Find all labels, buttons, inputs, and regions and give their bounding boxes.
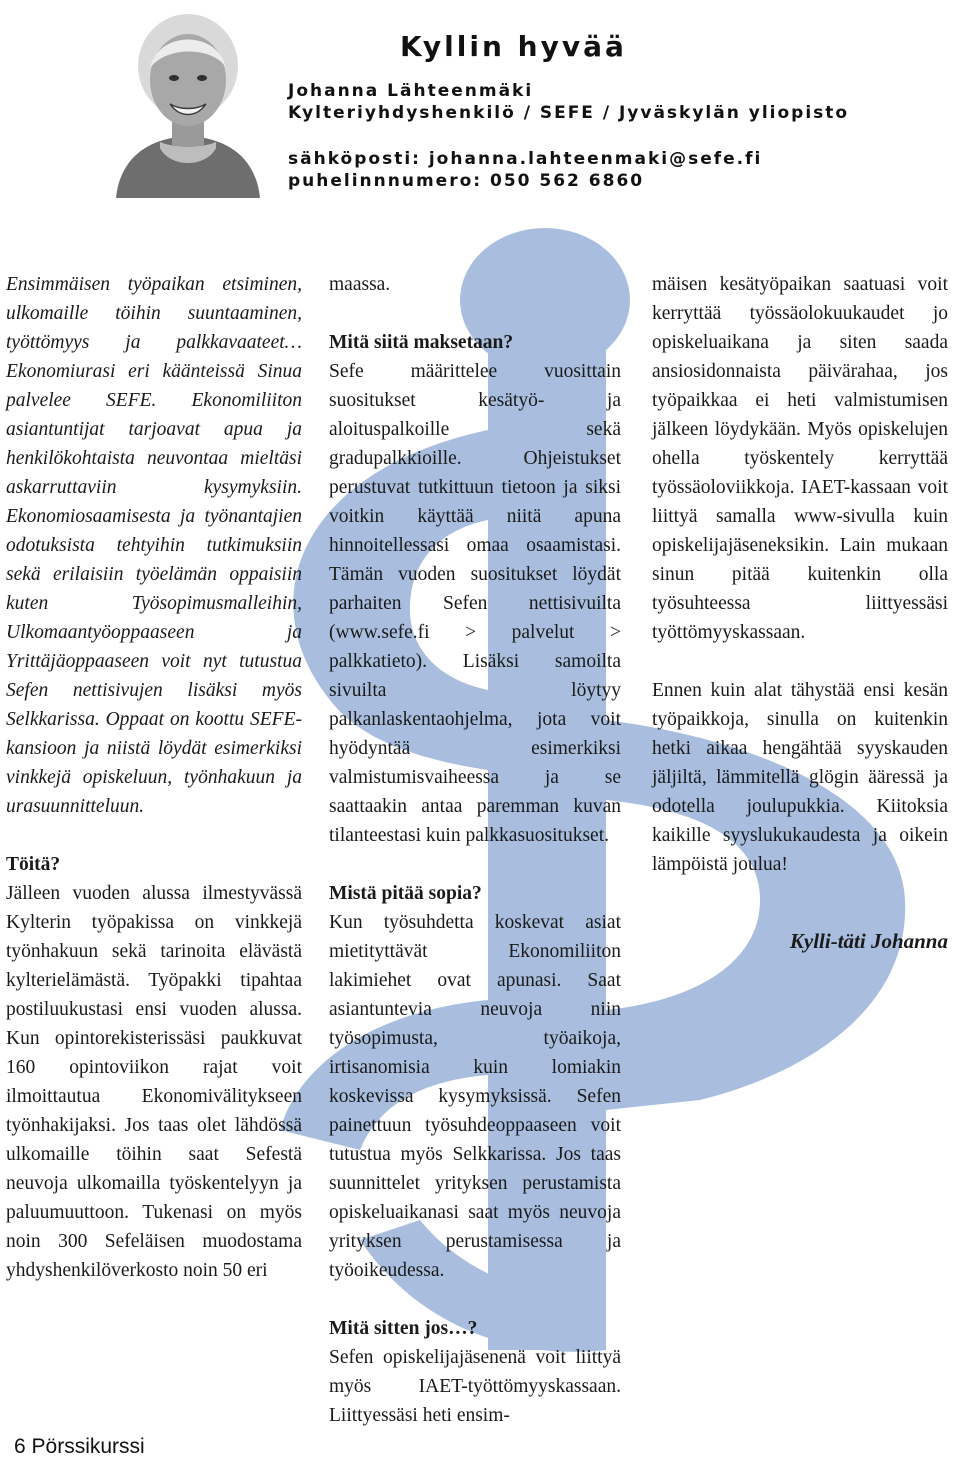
signature: Kylli-täti Johanna (789, 929, 948, 953)
intro-paragraph: Ensimmäisen työpaikan etsiminen, ulkomaille töihin suuntaaminen, työttömyys ja palkkavaateet… Ekonomiurasi eri käänteissä Sinua palvelee SEFE. Ekonomiliiton asiantuntijat tarjoavat apua ja henkilökohtaista neuvontaa mieltäsi askarruttaviin kysymyksiin. Ekonomiosaamisesta ja työnantajien odotuksista tehtyihin tutkimuksiin sekä erilaisiin työelämän oppaisiin kuten Työsopimusmalleihin, Ulkomaantyöoppaaseen ja Yrittäjäoppaaseen voit nyt tutustua Sefen nettisivujen lisäksi myös Selkkarissa. Oppaat on koottu SEFE-kansioon ja niistä löydät esimerkiksi vinkkejä opiskeluun, työnhakuun ja urasuunnitteluun. (6, 274, 302, 817)
section-heading-maksetaan: Mitä siitä maksetaan? (329, 332, 514, 353)
section-heading-sopia: Mistä pitää sopia? (329, 883, 482, 904)
section-heading-sitten-jos: Mitä sitten jos…? (329, 1318, 478, 1339)
author-phone: puhelinnnumero: 050 562 6860 (288, 171, 645, 191)
section-heading-toita: Töitä? (6, 854, 61, 875)
page-title: Kyllin hyvää (400, 30, 627, 63)
author-photo (108, 8, 268, 198)
paragraph-toita: Jälleen vuoden alussa ilmestyvässä Kylterin työpakissa on vinkkejä työnhakuun sekä tarinoita elävästä kylterielämästä. Työpakki tipahtaa postiluukustasi ensi vuoden alussa. Kun opintorekisterissäsi paukkuvat 160 opintoviikon rajat voit ilmoittautua Ekonomivälitykseen työnhakijaksi. Jos taas olet lähdössä ulkomaille töihin saat Sefestä neuvoja ulkomailla työskentelyyn ja paluumuuttoon. Tukenasi on myös noin 300 Sefeläisen muodostama yhdyshenkilöverkosto noin 50 eri (6, 883, 302, 1281)
article-header (288, 28, 948, 192)
author-role: Kylteriyhdyshenkilö / SEFE / Jyväskylän yliopisto (288, 103, 850, 123)
page-footer: 6 Pörssikurssi (14, 1435, 145, 1458)
paragraph-closing: Ennen kuin alat tähystää ensi kesän työpaikkoja, sinulla on kuitenkin hetki aikaa hengähtää syyskauden jäljiltä, lämmitellä glögin ääressä ja odotella joulupukkia. Kiitoksia kaikille syyslukukaudesta ja oikein lämpöistä joulua! (652, 680, 948, 875)
paragraph-kassa: mäisen kesätyöpaikan saatuasi voit kerryttää työssäolokuukaudet jo opiskeluaikana ja siten saada ansiosidonnaista päivärahaa, jos työpaikkaa ei heti valmistumisen jälkeen löydykään. Myös opiskelujen ohella työskentely kerryttää työssäoloviikkoja. IAET-kassaan voit liittyä samalla www-sivulla kuin opiskelijajäseneksikin. Lain mukaan sinun pitää kuitenkin olla työsuhteessa liittyessäsi työttömyyskassaan. (652, 274, 948, 643)
column-left (6, 270, 302, 1285)
author-email: sähköposti: johanna.lahteenmaki@sefe.fi (288, 149, 763, 169)
paragraph-sitten-jos: Sefen opiskelijajäsenenä voit liittyä myös IAET-työttömyyskassaan. Liittyessäsi heti ensim- (329, 1347, 621, 1426)
column-middle (329, 270, 621, 1430)
column-right (652, 270, 948, 956)
author-name: Johanna Lähteenmäki (288, 81, 534, 101)
paragraph-continued: maassa. (329, 274, 391, 295)
paragraph-maksetaan: Sefe määrittelee vuosittain suositukset kesätyö- ja aloituspalkoille sekä gradupalkkioille. Ohjeistukset perustuvat tutkittuun tietoon ja siksi voitkin käyttää niitä apuna hinnoitellessasi omaa osaamistasi. Tämän vuoden suositukset löydät parhaiten Sefen nettisivuilta (www.sefe.fi > palvelut > palkkatieto). Lisäksi samoilta sivuilta löytyy palkanlaskentaohjelma, jota voit hyödyntää esimerkiksi valmistumisvaiheessa ja se saattaakin antaa paremman kuvan tilanteestasi kuin palkkasuositukset. (329, 361, 621, 846)
paragraph-sopia: Kun työsuhdetta koskevat asiat mietityttävät Ekonomiliiton lakimiehet ovat apunasi. Saat asiantuntevia neuvoja niin työsopimusta, työaikoja, irtisanomisia kuin lomiakin koskevissa kysymyksissä. Sefen painettuun työsuhdeoppaaseen voit tutustua myös Selkkarissa. Jos taas suunnittelet yrityksen perustamista opiskeluaikanasi saat myös neuvoja yrityksen perustamisessa ja työoikeudessa. (329, 912, 621, 1281)
